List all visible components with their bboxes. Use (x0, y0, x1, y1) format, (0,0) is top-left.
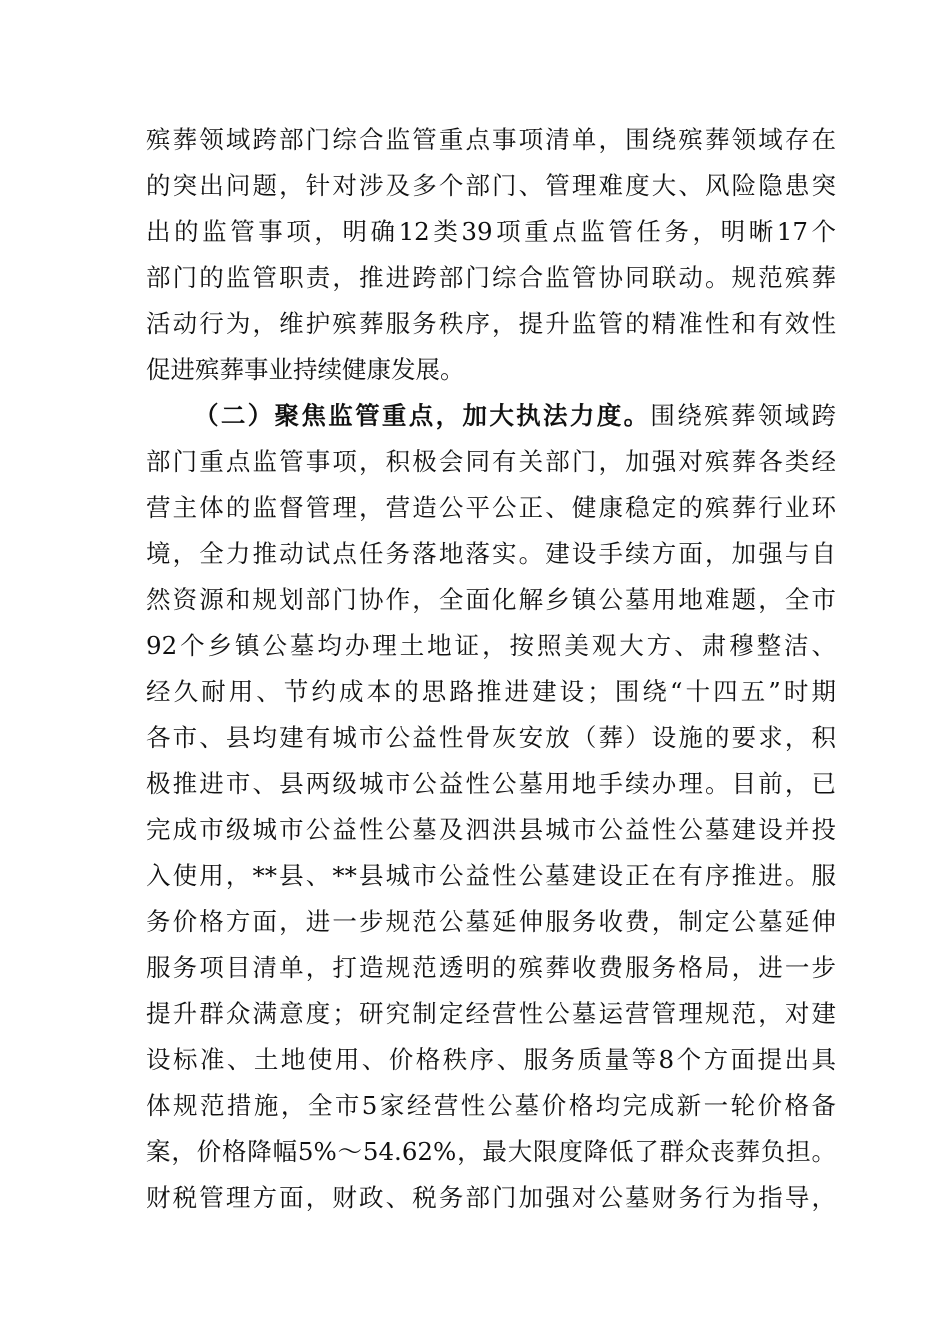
paragraph-2-line-8: 各市、县均建有城市公益性骨灰安放（葬）设施的要求，积 (146, 723, 836, 752)
paragraph-2-line-17: 案，价格降幅5%～54.62%，最大限度降低了群众丧葬负担。 (146, 1137, 836, 1166)
paragraph-2-line-13: 服务项目清单，打造规范透明的殡葬收费服务格局，进一步 (146, 953, 836, 982)
paragraph-1-line-6: 促进殡葬事业持续健康发展。 (146, 355, 465, 384)
paragraph-2-first-line-text: 围绕殡葬领域跨 (650, 401, 837, 430)
paragraph-1-line-5: 活动行为，维护殡葬服务秩序，提升监管的精准性和有效性 (146, 309, 836, 338)
paragraph-2-line-18: 财税管理方面，财政、税务部门加强对公墓财务行为指导， (146, 1183, 836, 1212)
paragraph-2-line-11: 入使用，**县、**县城市公益性公墓建设正在有序推进。服 (146, 861, 836, 890)
paragraph-2-line-3: 营主体的监督管理，营造公平公正、健康稳定的殡葬行业环 (146, 493, 836, 522)
paragraph-2-line-6: 92个乡镇公墓均办理土地证，按照美观大方、肃穆整洁、 (146, 631, 836, 660)
paragraph-2-line-16: 体规范措施，全市5家经营性公墓价格均完成新一轮价格备 (146, 1091, 836, 1120)
paragraph-2-line-9: 极推进市、县两级城市公益性公墓用地手续办理。目前，已 (146, 769, 836, 798)
paragraph-2-line-5: 然资源和规划部门协作，全面化解乡镇公墓用地难题，全市 (146, 585, 836, 614)
paragraph-1-line-1: 殡葬领域跨部门综合监管重点事项清单，围绕殡葬领域存在 (146, 125, 836, 154)
paragraph-2-line-12: 务价格方面，进一步规范公墓延伸服务收费，制定公墓延伸 (146, 907, 836, 936)
paragraph-1-line-3: 出的监管事项，明确12类39项重点监管任务，明晰17个 (146, 217, 836, 246)
paragraph-2-first-line (194, 396, 836, 436)
paragraph-2-line-2: 部门重点监管事项，积极会同有关部门，加强对殡葬各类经 (146, 447, 836, 476)
paragraph-2-line-15: 设标准、土地使用、价格秩序、服务质量等8个方面提出具 (146, 1045, 836, 1074)
paragraph-2-line-14: 提升群众满意度；研究制定经营性公墓运营管理规范，对建 (146, 999, 836, 1028)
paragraph-2-line-7: 经久耐用、节约成本的思路推进建设；围绕“十四五”时期 (146, 677, 836, 706)
paragraph-1-line-4: 部门的监管职责，推进跨部门综合监管协同联动。规范殡葬 (146, 263, 836, 292)
paragraph-2-line-4: 境，全力推动试点任务落地落实。建设手续方面，加强与自 (146, 539, 836, 568)
paragraph-1-line-2: 的突出问题，针对涉及多个部门、管理难度大、风险隐患突 (146, 171, 836, 200)
section-heading: （二）聚焦监管重点，加大执法力度。 (194, 401, 651, 430)
paragraph-2-line-10: 完成市级城市公益性公墓及泗洪县城市公益性公墓建设并投 (146, 815, 836, 844)
